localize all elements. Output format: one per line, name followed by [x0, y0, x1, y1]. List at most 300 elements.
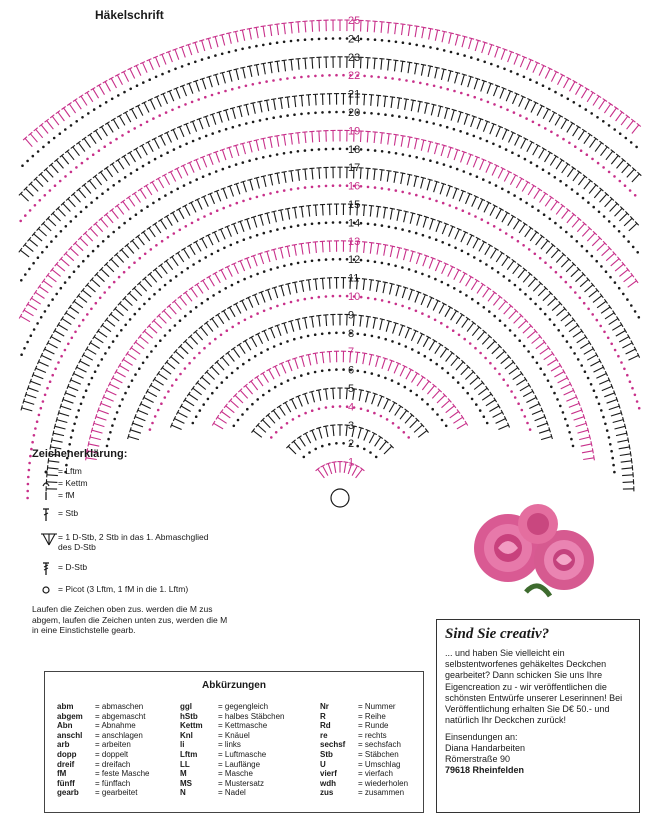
stitch-top-bar: [380, 319, 385, 320]
chain-dot: [623, 368, 626, 371]
stitch-top-bar: [445, 347, 449, 350]
chain-dot: [80, 403, 83, 406]
chain-dot: [164, 334, 167, 337]
stitch-top-bar: [216, 313, 220, 316]
double-crochet-mark: [63, 204, 71, 212]
stitch-top-bar: [99, 171, 103, 174]
double-crochet-mark: [33, 375, 43, 379]
chain-dot: [377, 113, 380, 116]
double-crochet-mark: [301, 244, 303, 255]
double-crochet-mark: [401, 61, 403, 72]
stitch-top-bar: [275, 61, 280, 62]
chain-dot: [342, 442, 345, 445]
double-crochet-mark: [109, 384, 119, 389]
stitch-top-bar: [449, 33, 454, 34]
picot-icon: [40, 584, 58, 596]
chain-dot: [181, 65, 184, 68]
stitch-top-bar: [577, 171, 581, 174]
stitch-top-bar: [421, 27, 426, 28]
double-crochet-mark: [421, 295, 425, 305]
double-crochet-mark: [112, 164, 118, 173]
chain-dot: [23, 347, 26, 350]
chain-dot: [363, 112, 366, 115]
chain-dot: [256, 312, 259, 315]
double-crochet-mark: [248, 298, 253, 308]
chain-dot: [544, 127, 547, 130]
double-crochet-mark: [52, 116, 59, 125]
double-crochet-mark: [277, 24, 279, 35]
double-crochet-mark: [507, 261, 514, 270]
chain-dot: [201, 58, 204, 61]
chain-dot: [167, 236, 170, 239]
double-crochet-mark: [386, 321, 389, 332]
double-crochet-mark: [483, 288, 489, 297]
double-crochet-mark: [475, 41, 478, 52]
chain-dot: [325, 406, 328, 409]
abbreviation-key: U: [320, 759, 326, 769]
chain-dot: [275, 431, 278, 434]
stitch-top-bar: [424, 216, 429, 218]
chain-dot: [266, 118, 269, 121]
chain-dot: [579, 105, 582, 108]
stitch-top-bar: [366, 316, 371, 317]
chain-dot: [318, 185, 321, 188]
chain-dot: [224, 90, 227, 93]
chain-dot: [560, 94, 563, 97]
chain-dot: [620, 361, 623, 364]
stitch-top-bar: [313, 242, 318, 243]
chain-dot: [101, 358, 104, 361]
chain-dot: [568, 142, 571, 145]
double-crochet-mark: [36, 368, 46, 372]
double-crochet-mark: [520, 385, 530, 391]
chain-dot: [398, 343, 401, 346]
chain-dot: [241, 413, 244, 416]
double-crochet-mark: [550, 156, 556, 165]
double-crochet-mark: [453, 189, 457, 199]
chain-dot: [566, 424, 569, 427]
double-crochet-mark: [53, 433, 64, 435]
double-crochet-mark: [251, 381, 258, 390]
double-crochet-mark: [190, 163, 195, 173]
double-crochet-mark: [319, 57, 320, 68]
stitch-top-bar: [288, 133, 293, 134]
chain-dot: [202, 403, 205, 406]
chain-dot: [360, 296, 363, 299]
stitch-top-bar: [309, 316, 314, 317]
double-crochet-mark: [474, 79, 478, 90]
double-crochet-mark: [417, 215, 420, 226]
chain-dot: [568, 431, 571, 434]
chain-dot: [174, 68, 177, 71]
chain-dot: [519, 198, 522, 201]
double-crochet-mark: [594, 367, 604, 372]
stitch-top-bar: [285, 97, 290, 98]
stitch-top-bar: [272, 287, 277, 289]
stitch-top-bar: [581, 329, 584, 333]
double-crochet-mark: [257, 178, 260, 189]
double-crochet-mark: [170, 91, 174, 101]
chain-dot: [370, 112, 373, 115]
chain-dot: [381, 150, 384, 153]
abbreviation-value: = vierfach: [358, 769, 393, 779]
double-crochet-mark: [558, 75, 563, 85]
chain-dot: [136, 168, 139, 171]
chain-dot: [173, 148, 176, 151]
chain-dot: [525, 117, 528, 120]
chain-dot: [91, 377, 94, 380]
double-crochet-mark: [183, 86, 187, 96]
double-crochet-mark: [427, 386, 434, 395]
stitch-top-bar: [186, 44, 191, 46]
stitch-top-bar: [323, 389, 328, 390]
double-crochet-mark: [55, 426, 66, 429]
chain-dot: [374, 186, 377, 189]
chain-dot: [603, 215, 606, 218]
chain-dot: [534, 303, 537, 306]
chain-dot: [155, 345, 158, 348]
stitch-top-bar: [220, 72, 225, 73]
chain-dot: [108, 346, 111, 349]
double-crochet-mark: [319, 390, 321, 401]
chain-dot: [235, 49, 238, 52]
double-crochet-mark: [632, 174, 640, 182]
double-crochet-mark: [186, 124, 190, 134]
double-crochet-mark: [617, 160, 624, 168]
stitch-top-bar: [34, 290, 37, 294]
double-crochet-mark: [218, 315, 224, 324]
double-crochet-mark: [55, 331, 64, 337]
double-crochet-mark: [557, 309, 565, 316]
chain-dot: [283, 303, 286, 306]
stitch-top-bar: [383, 207, 388, 208]
double-crochet-mark: [577, 224, 584, 232]
stitch-top-bar: [101, 323, 104, 327]
double-crochet-mark: [294, 441, 301, 450]
double-crochet-mark: [281, 210, 283, 221]
chain-dot: [549, 318, 552, 321]
double-crochet-mark: [395, 406, 401, 415]
double-crochet-mark: [62, 319, 71, 325]
chain-dot: [536, 165, 539, 168]
stitch-top-bar: [241, 181, 246, 183]
chain-dot: [630, 141, 633, 144]
stitch-top-bar: [247, 179, 252, 180]
double-crochet-mark: [580, 279, 588, 286]
chain-dot: [539, 257, 542, 260]
double-crochet-mark: [619, 337, 629, 342]
chain-dot: [142, 362, 145, 365]
double-crochet-mark: [144, 103, 149, 113]
chain-dot: [356, 445, 359, 448]
round-number: 2: [348, 438, 355, 451]
double-crochet-mark: [487, 341, 495, 349]
double-crochet-mark: [151, 385, 161, 391]
double-crochet-mark: [282, 363, 286, 373]
round-number: 1: [348, 456, 355, 469]
chain-dot: [514, 334, 517, 337]
chain-dot: [293, 377, 296, 380]
chain-dot: [469, 173, 472, 176]
double-crochet-mark: [428, 66, 430, 77]
slip-stitch-icon: [40, 478, 58, 490]
stitch-top-bar: [584, 335, 587, 339]
stitch-top-bar: [132, 192, 136, 195]
double-crochet-mark: [263, 26, 265, 37]
chain-dot: [381, 187, 384, 190]
stitch-top-bar: [591, 441, 592, 446]
chain-dot: [613, 175, 616, 178]
chain-dot: [592, 206, 595, 209]
double-crochet-mark: [195, 332, 202, 340]
chain-dot: [335, 442, 338, 445]
chain-dot: [135, 213, 138, 216]
chain-dot: [286, 114, 289, 117]
chain-dot: [583, 302, 586, 305]
double-crochet-mark: [472, 197, 477, 207]
single-crochet-icon: [40, 490, 58, 502]
stitch-top-bar: [435, 30, 440, 31]
double-crochet-mark: [104, 397, 114, 401]
double-crochet-mark: [95, 224, 102, 232]
stitch-top-bar: [250, 103, 255, 104]
stitch-top-bar: [299, 356, 304, 357]
stitch-top-bar: [244, 104, 249, 105]
legend-title: Zeichenerklärung:: [32, 448, 128, 460]
double-crochet-mark: [28, 304, 37, 310]
chain-dot: [598, 211, 601, 214]
chain-dot: [173, 232, 176, 235]
stitch-top-bar: [394, 322, 399, 324]
chain-dot: [314, 333, 317, 336]
double-crochet-mark: [31, 184, 39, 192]
stitch-top-bar: [487, 287, 491, 290]
chain-dot: [297, 39, 300, 42]
double-crochet-mark: [150, 100, 155, 110]
chain-dot: [608, 171, 611, 174]
double-crochet-mark: [229, 33, 232, 44]
double-crochet-mark: [388, 361, 392, 371]
chain-dot: [398, 78, 401, 81]
chain-dot: [405, 79, 408, 82]
double-crochet-mark: [214, 423, 224, 429]
chain-dot: [483, 61, 486, 64]
chain-dot: [535, 81, 538, 84]
double-crochet-mark: [556, 160, 562, 169]
double-crochet-mark: [75, 100, 81, 109]
double-crochet-mark: [236, 304, 241, 314]
double-crochet-mark: [152, 182, 158, 192]
center-ring: [331, 489, 349, 507]
chain-dot: [550, 266, 553, 269]
stitch-top-bar: [254, 64, 259, 65]
double-crochet-mark: [172, 425, 182, 429]
chain-dot: [527, 350, 530, 353]
chain-dot: [60, 230, 63, 233]
double-crochet-mark: [295, 282, 297, 293]
double-crochet-mark: [461, 232, 466, 242]
chain-dot: [367, 186, 370, 189]
double-crochet-mark: [487, 83, 491, 93]
stitch-top-bar: [282, 172, 287, 173]
chain-dot: [332, 221, 335, 224]
round-number: 23: [348, 51, 361, 64]
stitch-top-bar: [390, 283, 395, 284]
double-crochet-mark: [395, 23, 396, 34]
stitch-top-bar: [258, 253, 263, 255]
chain-dot: [297, 299, 300, 302]
chain-dot: [619, 180, 622, 183]
chain-dot: [629, 189, 632, 192]
chain-dot: [436, 161, 439, 164]
chain-dot: [339, 405, 342, 408]
chain-dot: [116, 335, 119, 338]
chain-dot: [235, 163, 238, 166]
double-crochet-mark: [102, 325, 111, 332]
chain-dot: [342, 332, 345, 335]
chain-dot: [452, 329, 455, 332]
double-crochet-mark: [551, 250, 558, 258]
double-crochet-mark: [268, 415, 275, 423]
double-crochet-mark: [28, 388, 38, 392]
chain-dot: [19, 220, 22, 223]
chain-dot: [613, 128, 616, 131]
double-crochet-mark: [247, 258, 251, 268]
stitch-top-bar: [400, 173, 405, 174]
chain-dot: [205, 135, 208, 138]
double-crochet-mark: [374, 132, 375, 143]
double-crochet-mark: [120, 303, 128, 310]
stitch-top-bar: [512, 259, 516, 262]
chain-dot: [311, 260, 314, 263]
stitch-top-bar: [299, 243, 304, 244]
chain-dot: [483, 306, 486, 309]
chain-dot: [596, 116, 599, 119]
double-crochet-mark: [234, 224, 238, 234]
chain-dot: [554, 222, 557, 225]
chain-dot: [318, 296, 321, 299]
chain-dot: [574, 145, 577, 148]
chain-dot: [148, 161, 151, 164]
double-crochet-mark: [209, 77, 212, 88]
abbreviation-key: Knl: [180, 730, 193, 740]
double-crochet-mark: [319, 131, 320, 142]
double-crochet-mark: [236, 32, 238, 43]
chain-dot: [108, 286, 111, 289]
double-crochet-mark: [111, 78, 116, 88]
double-crochet-mark: [624, 275, 633, 282]
chain-dot: [188, 362, 191, 365]
abbreviation-row: [57, 779, 149, 789]
double-crochet-mark: [502, 213, 508, 223]
chain-dot: [374, 38, 377, 41]
double-crochet-mark: [370, 206, 371, 217]
double-crochet-mark: [360, 316, 361, 327]
double-crochet-mark: [566, 397, 576, 401]
chain-dot: [415, 270, 418, 273]
double-crochet-mark: [446, 406, 455, 413]
double-crochet-mark: [219, 112, 222, 123]
double-crochet-mark: [227, 227, 231, 237]
chain-dot: [634, 310, 637, 313]
stitch-top-bar: [216, 415, 219, 419]
double-crochet-mark: [264, 176, 267, 187]
stitch-top-bar: [588, 133, 592, 136]
chain-dot: [602, 166, 605, 169]
double-crochet-mark: [460, 273, 465, 283]
double-crochet-mark: [573, 172, 580, 181]
chain-dot: [286, 77, 289, 80]
chain-dot: [118, 276, 121, 279]
chain-dot: [265, 80, 268, 83]
chain-dot: [20, 353, 23, 356]
chain-dot: [65, 225, 68, 228]
chain-dot: [415, 394, 418, 397]
chain-dot: [60, 287, 63, 290]
chain-dot: [415, 194, 418, 197]
double-crochet-mark: [308, 355, 310, 366]
double-crochet-mark: [619, 213, 627, 221]
double-crochet-mark: [284, 135, 286, 146]
chain-dot: [134, 313, 137, 316]
chain-dot: [325, 295, 328, 298]
abbreviation-value: = Reihe: [358, 711, 386, 721]
double-crochet-mark: [275, 366, 280, 376]
chain-dot: [415, 44, 418, 47]
double-crochet-mark: [508, 52, 512, 62]
double-crochet-mark: [502, 130, 507, 140]
chain-dot: [519, 288, 522, 291]
round-number: 20: [348, 107, 361, 119]
double-crochet-mark: [619, 270, 628, 277]
double-crochet-mark: [253, 431, 262, 438]
double-crochet-mark: [305, 132, 306, 143]
double-crochet-mark: [105, 82, 110, 92]
chain-dot: [87, 112, 90, 115]
chain-dot: [530, 161, 533, 164]
double-crochet-mark: [222, 150, 226, 160]
chain-dot: [582, 197, 585, 200]
chain-dot: [507, 191, 510, 194]
double-crochet-mark: [258, 334, 263, 344]
double-crochet-mark: [185, 400, 194, 406]
stitch-top-bar: [306, 280, 311, 281]
stitch-top-bar: [630, 451, 631, 456]
double-crochet-mark: [561, 314, 570, 321]
chain-dot: [140, 209, 143, 212]
chain-dot: [36, 420, 39, 423]
chain-dot: [493, 225, 496, 228]
chain-dot: [256, 273, 259, 276]
double-crochet-mark: [595, 143, 602, 152]
double-crochet-mark: [496, 351, 504, 358]
double-crochet-mark: [143, 63, 148, 73]
double-crochet-mark: [179, 209, 184, 219]
double-crochet-mark: [378, 95, 379, 106]
chain-dot: [409, 42, 412, 45]
chain-dot: [577, 358, 580, 361]
double-crochet-mark: [312, 317, 314, 328]
chain-dot: [164, 396, 167, 399]
chain-dot: [199, 409, 202, 412]
chain-dot: [429, 159, 432, 162]
double-crochet-mark: [587, 233, 595, 241]
chain-dot: [328, 111, 331, 114]
chain-dot: [435, 238, 438, 241]
legend-item-treble: = D-Stb: [40, 562, 87, 574]
chain-dot: [276, 228, 279, 231]
chain-dot: [304, 298, 307, 301]
